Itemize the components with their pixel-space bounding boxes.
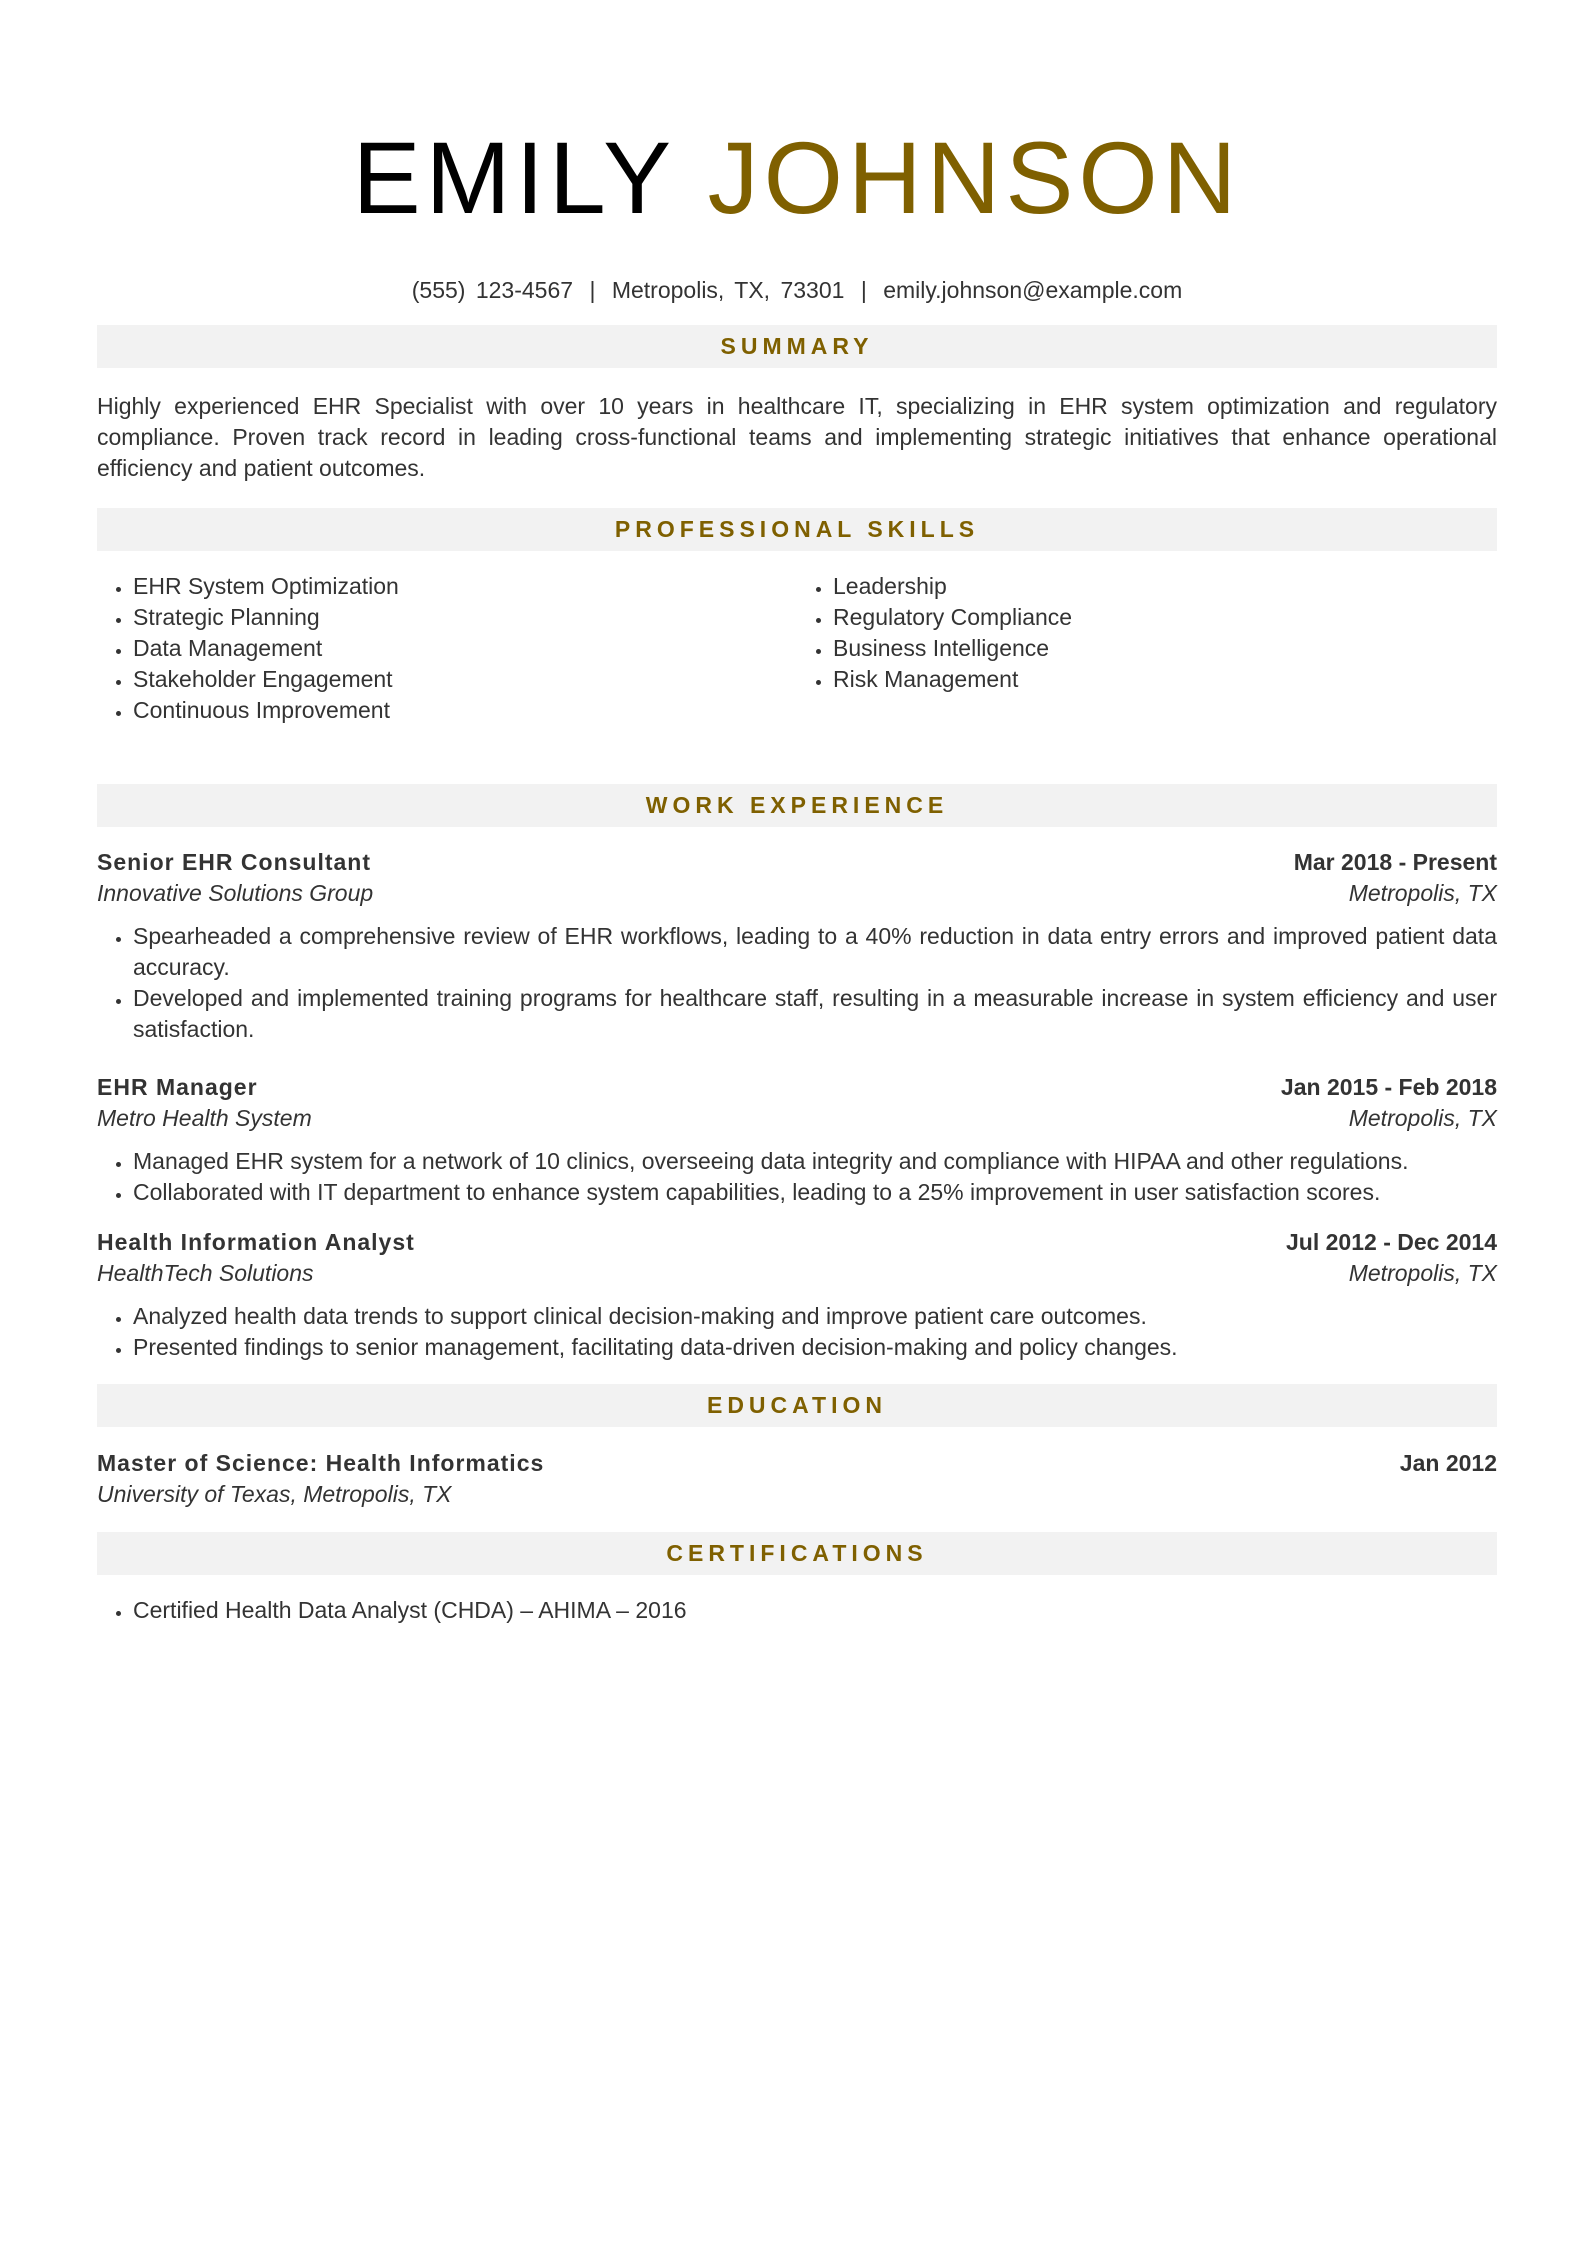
education-header: EDUCATION — [97, 1384, 1497, 1427]
job-title: Senior EHR Consultant — [97, 849, 372, 875]
separator: | — [860, 277, 867, 303]
certifications-header: CERTIFICATIONS — [97, 1532, 1497, 1575]
job-bullets — [97, 1301, 1497, 1363]
certification-item: • Certified Health Data Analyst (CHDA) – AHIMA – 2016 — [133, 1595, 1497, 1626]
skill-item: • Business Intelligence — [833, 633, 1497, 664]
job-bullet: • Spearheaded a comprehensive review of EHR workflows, leading to a 40% reduction in data entry errors and improved patient data accuracy. — [133, 921, 1497, 983]
candidate-name — [97, 122, 1497, 234]
job-bullet: • Developed and implemented training programs for healthcare staff, resulting in a measurable increase in system efficiency and user satisfaction. — [133, 983, 1497, 1045]
skill-item: • Continuous Improvement — [133, 695, 797, 726]
skill-item: • Stakeholder Engagement — [133, 664, 797, 695]
job-entry — [97, 847, 1497, 1045]
skill-item: • Strategic Planning — [133, 602, 797, 633]
certifications-list — [97, 1595, 1497, 1626]
summary-text: Highly experienced EHR Specialist with over 10 years in healthcare IT, specializing in EHR system optimization and regulatory compliance. Proven track record in leading cross-functional teams and implementing strategic initiatives that enhance operational efficiency and patient outcomes. — [97, 393, 1497, 481]
job-location: Metropolis, TX — [1348, 1260, 1497, 1286]
job-bullet: • Analyzed health data trends to support clinical decision-making and improve patient care outcomes. — [133, 1301, 1497, 1332]
summary-header: SUMMARY — [97, 325, 1497, 368]
job-bullet: • Presented findings to senior management, facilitating data-driven decision-making and policy changes. — [133, 1332, 1497, 1363]
contact-line — [97, 276, 1497, 304]
job-company: Metro Health System — [97, 1105, 312, 1131]
degree: Master of Science: Health Informatics — [97, 1450, 545, 1476]
skill-item: • Regulatory Compliance — [833, 602, 1497, 633]
first-name: EMILY — [352, 121, 675, 235]
resume-page — [97, 0, 1497, 1626]
job-company: Innovative Solutions Group — [97, 880, 374, 906]
skill-item: • Leadership — [833, 571, 1497, 602]
email: emily.johnson@example.com — [883, 277, 1183, 303]
job-bullets — [97, 921, 1497, 1045]
school: University of Texas, Metropolis, TX — [97, 1481, 452, 1507]
separator: | — [589, 277, 596, 303]
job-title: EHR Manager — [97, 1074, 258, 1100]
education-entry — [97, 1448, 1497, 1510]
skills-list — [97, 571, 1497, 726]
job-location: Metropolis, TX — [1348, 1105, 1497, 1131]
job-bullets — [97, 1146, 1497, 1208]
job-bullet: • Managed EHR system for a network of 10 clinics, overseeing data integrity and compliance with HIPAA and other regulations. — [133, 1146, 1497, 1177]
job-dates: Mar 2018 - Present — [1293, 849, 1497, 875]
job-location: Metropolis, TX — [1348, 880, 1497, 906]
job-dates: Jan 2015 - Feb 2018 — [1280, 1074, 1497, 1100]
location: Metropolis, TX, 73301 — [611, 277, 845, 303]
job-dates: Jul 2012 - Dec 2014 — [1286, 1229, 1497, 1255]
skill-item: • Risk Management — [833, 664, 1497, 695]
job-entry — [97, 1227, 1497, 1363]
skills-column-left — [97, 571, 797, 726]
experience-header: WORK EXPERIENCE — [97, 784, 1497, 827]
job-entry — [97, 1072, 1497, 1208]
skills-column-right — [797, 571, 1497, 726]
last-name: JOHNSON — [707, 121, 1242, 235]
job-company: HealthTech Solutions — [97, 1260, 314, 1286]
graduation-date: Jan 2012 — [1399, 1450, 1497, 1476]
job-bullet: • Collaborated with IT department to enhance system capabilities, leading to a 25% improvement in user satisfaction scores. — [133, 1177, 1497, 1208]
phone: (555) 123-4567 — [411, 277, 574, 303]
skills-header: PROFESSIONAL SKILLS — [97, 508, 1497, 551]
skill-item: • Data Management — [133, 633, 797, 664]
job-title: Health Information Analyst — [97, 1229, 415, 1255]
skill-item: • EHR System Optimization — [133, 571, 797, 602]
